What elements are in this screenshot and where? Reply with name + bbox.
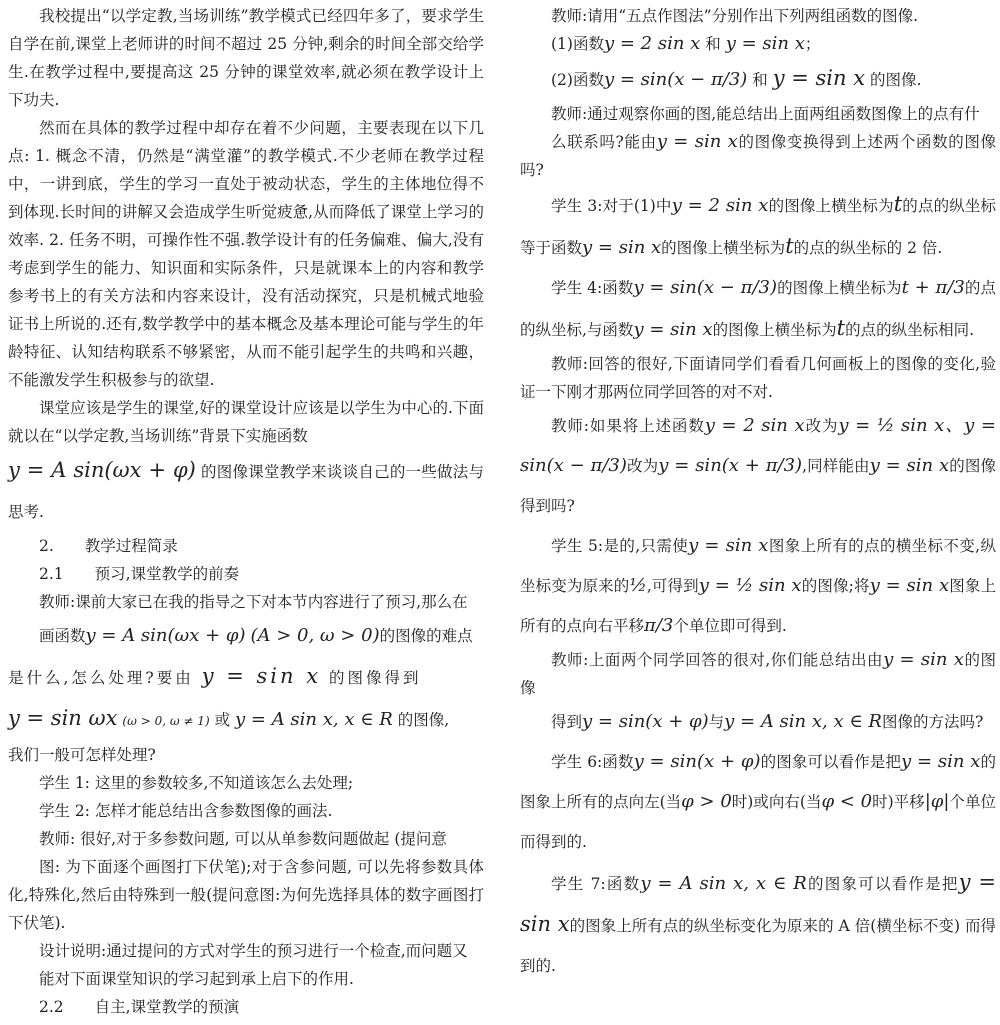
section-heading-2-2: 2.2 自主,课堂教学的预演 bbox=[39, 998, 240, 1016]
paragraph-student-3: 学生 3:对于(1)中y = 2 sin x的图像上横坐标为t的点的纵坐标等于函数y = sin x的图像上横坐标为t的点的纵坐标的 2 倍. bbox=[520, 192, 996, 258]
math-formula: y = A sin x, x ∈ R bbox=[235, 709, 393, 730]
paragraph-teacher-summary: 教师:上面两个同学回答的很对,你们能总结出由y = sin x的图像 bbox=[520, 649, 996, 697]
paragraph-function-topic: y = A sin(ωx + φ) 的图像课堂教学来谈谈自己的一些做法与思考. bbox=[8, 458, 484, 521]
math-formula: t + π/3 bbox=[901, 277, 965, 298]
paragraph-task-1: (1)函数y = 2 sin x 和 y = sin x； bbox=[551, 33, 821, 54]
paragraph-teacher-observe: 教师:通过观察你画的图,能总结出上面两组函数图像上的点有什 bbox=[551, 105, 980, 123]
right-column bbox=[520, 2, 996, 986]
math-formula: y = ½ sin x bbox=[698, 575, 802, 596]
math-formula: |φ| bbox=[924, 791, 950, 812]
math-formula: y = sin(x + φ) bbox=[582, 711, 709, 732]
paragraph-student-2: 学生 2: 怎样才能总结出含参数图像的画法. bbox=[39, 802, 333, 820]
paragraph-task-2: (2)函数y = sin(x − π/3) 和 y = sin x 的图像. bbox=[551, 66, 922, 90]
paragraph-difficulty: 画函数y = A sin(ωx + φ) (A > 0, ω > 0)的图像的难点 bbox=[39, 625, 473, 646]
math-formula: y = A sin(ωx + φ) bbox=[8, 458, 196, 482]
paragraph-student-5: 学生 5:是的,只需使y = sin x图象上所有的点的横坐标不变,纵坐标变为原来的½,可得到y = ½ sin x的图像;将y = sin x图象上所有的点向右平移π/3个单位即可得到. bbox=[520, 535, 996, 636]
math-formula: y = sin x bbox=[869, 455, 950, 476]
math-fraction: ½ bbox=[629, 575, 647, 596]
math-formula: y = ½ sin x、y = sin(x − π/3) bbox=[520, 415, 996, 476]
section-heading-2: 2. 教学过程简录 bbox=[39, 537, 178, 555]
math-variable: t bbox=[893, 192, 903, 216]
math-formula: y = sin x bbox=[688, 535, 769, 556]
paragraph-teacher-summary-cont: 得到y = sin(x + φ)与y = A sin x, x ∈ R图像的方法吗? bbox=[551, 711, 984, 732]
math-formula: y = sin x bbox=[900, 751, 981, 772]
math-formula: y = sin x bbox=[883, 649, 964, 670]
math-formula: y = A sin(ωx + φ) bbox=[85, 625, 246, 646]
math-formula: y = sin(x + π/3) bbox=[658, 455, 803, 476]
paragraph-problems: 然而在具体的教学过程中却存在着不少问题，主要表现在以下几点: 1. 概念不清，仍然是“满堂灌”的教学模式.不少老师在教学过程中，一讲到底，学生的学习一直处于被动状态，学生的主体地位得不到体现.长时间的讲解又会造成学生听觉疲惫,从而降低了课堂上学习的效率. 2. 任务不明，可操作性不强.教学设计有的任务偏难、偏大,没有考虑到学生的能力、知识面和实际条件，只是就课本上的内容和教学参考书上的有关方法和内容来设计，没有活动探究，只是机械式地验证书上所说的.还有,数学教学中的基本概念及基本理论可能与学生的年龄特征、认知结构联系不够紧密，从而不能引起学生的共鸣和兴趣，不能激发学生积极参与的欲望. bbox=[8, 119, 484, 389]
math-formula: y = sin x bbox=[520, 870, 996, 936]
paragraph-student-centered: 课堂应该是学生的课堂,好的课堂设计应该是以学生为中心的.下面就以在“以学定教,当场训练”背景下实施函数 bbox=[8, 399, 484, 445]
paragraph-how-to-handle-end: 我们一般可怎样处理? bbox=[8, 746, 156, 764]
math-condition: φ > 0 bbox=[681, 791, 732, 812]
math-condition: φ < 0 bbox=[821, 791, 873, 812]
math-variable: t bbox=[785, 234, 794, 258]
math-formula: y = 2 sin x bbox=[603, 33, 701, 54]
paragraph-teacher-reply-cont: 图: 为下面逐个画图打下伏笔);对于含参问题, 可以先将参数具体化,特殊化,然后由特殊到一般(提问意图:为何先选择具体的数字画图打下伏笔). bbox=[8, 858, 484, 932]
math-formula: y = A sin x, x ∈ R bbox=[724, 711, 882, 732]
paragraph-design-note: 设计说明:通过提问的方式对学生的预习进行一个检查,而问题又 bbox=[39, 942, 468, 960]
math-formula: y = sin x bbox=[869, 575, 950, 596]
math-formula: y = 2 sin x bbox=[704, 415, 805, 436]
math-formula: y = sin(x + φ) bbox=[633, 751, 761, 772]
paragraph-how-to-handle: 是什么,怎么处理?要由 y = sin x 的图像得到 bbox=[8, 664, 422, 688]
math-condition: (ω > 0, ω ≠ 1) bbox=[122, 714, 210, 728]
paragraph-teacher-observe-cont: 么联系吗?能由y = sin x的图像变换得到上述两个函数的图像吗? bbox=[520, 131, 996, 179]
math-condition: (A > 0, ω > 0) bbox=[250, 625, 380, 646]
math-formula: y = sin x bbox=[201, 664, 322, 688]
paragraph-teacher-change: 教师:如果将上述函数y = 2 sin x改为y = ½ sin x、y = sin(x − π/3)改为y = sin(x + π/3),同样能由y = sin x的图像得到吗? bbox=[520, 415, 996, 515]
math-formula: y = sin ωx bbox=[8, 706, 118, 730]
section-heading-2-1: 2.1 预习,课堂教学的前奏 bbox=[39, 565, 240, 583]
math-formula: y = sin x bbox=[656, 131, 738, 152]
paragraph-teacher-reply: 教师: 很好,对于多参数问题, 可以从单参数问题做起 (提问意 bbox=[39, 830, 447, 848]
math-formula: y = sin(x − π/3) bbox=[633, 277, 778, 298]
math-variable: t bbox=[836, 316, 846, 340]
math-formula: y = sin x bbox=[582, 237, 662, 258]
math-formula: y = A sin x, x ∈ R bbox=[640, 873, 807, 894]
paragraph-student-6: 学生 6:函数y = sin(x + φ)的图象可以看作是把y = sin x的图象上所有的点向左(当φ > 0时)或向右(当φ < 0时)平移|φ|个单位而得到的. bbox=[520, 751, 996, 851]
left-column bbox=[8, 2, 484, 1021]
math-formula: y = sin(x − π/3) bbox=[603, 69, 748, 90]
math-formula: y = sin x bbox=[725, 33, 805, 54]
paragraph-student-4: 学生 4:函数y = sin(x − π/3)的图像上横坐标为t + π/3的点的纵坐标,与函数y = sin x的图像上横坐标为t的点的纵坐标相同. bbox=[520, 277, 996, 340]
paragraph-intro: 我校提出“以学定教,当场训练”教学模式已经四年多了，要求学生自学在前,课堂上老师讲的时间不超过 25 分钟,剩余的时间全部交给学生.在教学过程中,要提高这 25 分钟的课堂效率,就必须在教学设计上下功夫. bbox=[8, 7, 484, 109]
paragraph-student-7: 学生 7:函数y = A sin x, x ∈ R的图象可以看作是把y = sin x的图象上所有点的纵坐标变化为原来的 A 倍(横坐标不变) 而得到的. bbox=[520, 870, 996, 975]
math-fraction: π/3 bbox=[644, 615, 674, 636]
paragraph-teacher-task: 教师:请用“五点作图法”分别作出下列两组函数的图像. bbox=[551, 7, 918, 25]
paragraph-teacher-question: 教师:课前大家已在我的指导之下对本节内容进行了预习,那么在 bbox=[39, 593, 468, 611]
math-formula: y = 2 sin x bbox=[671, 195, 769, 216]
paragraph-design-note-cont: 能对下面课堂知识的学习起到承上启下的作用. bbox=[39, 970, 354, 988]
math-formula: y = sin x bbox=[772, 66, 866, 90]
math-formula: y = sin x bbox=[633, 319, 713, 340]
paragraph-student-1: 学生 1: 这里的参数较多,不知道该怎么去处理; bbox=[39, 774, 354, 792]
paragraph-transform: y = sin ωx (ω > 0, ω ≠ 1) 或 y = A sin x, x ∈ R 的图像, bbox=[8, 706, 450, 730]
paragraph-teacher-verify: 教师:回答的很好,下面请同学们看看几何画板上的图像的变化,验证一下刚才那两位同学回答的对不对. bbox=[520, 355, 996, 401]
